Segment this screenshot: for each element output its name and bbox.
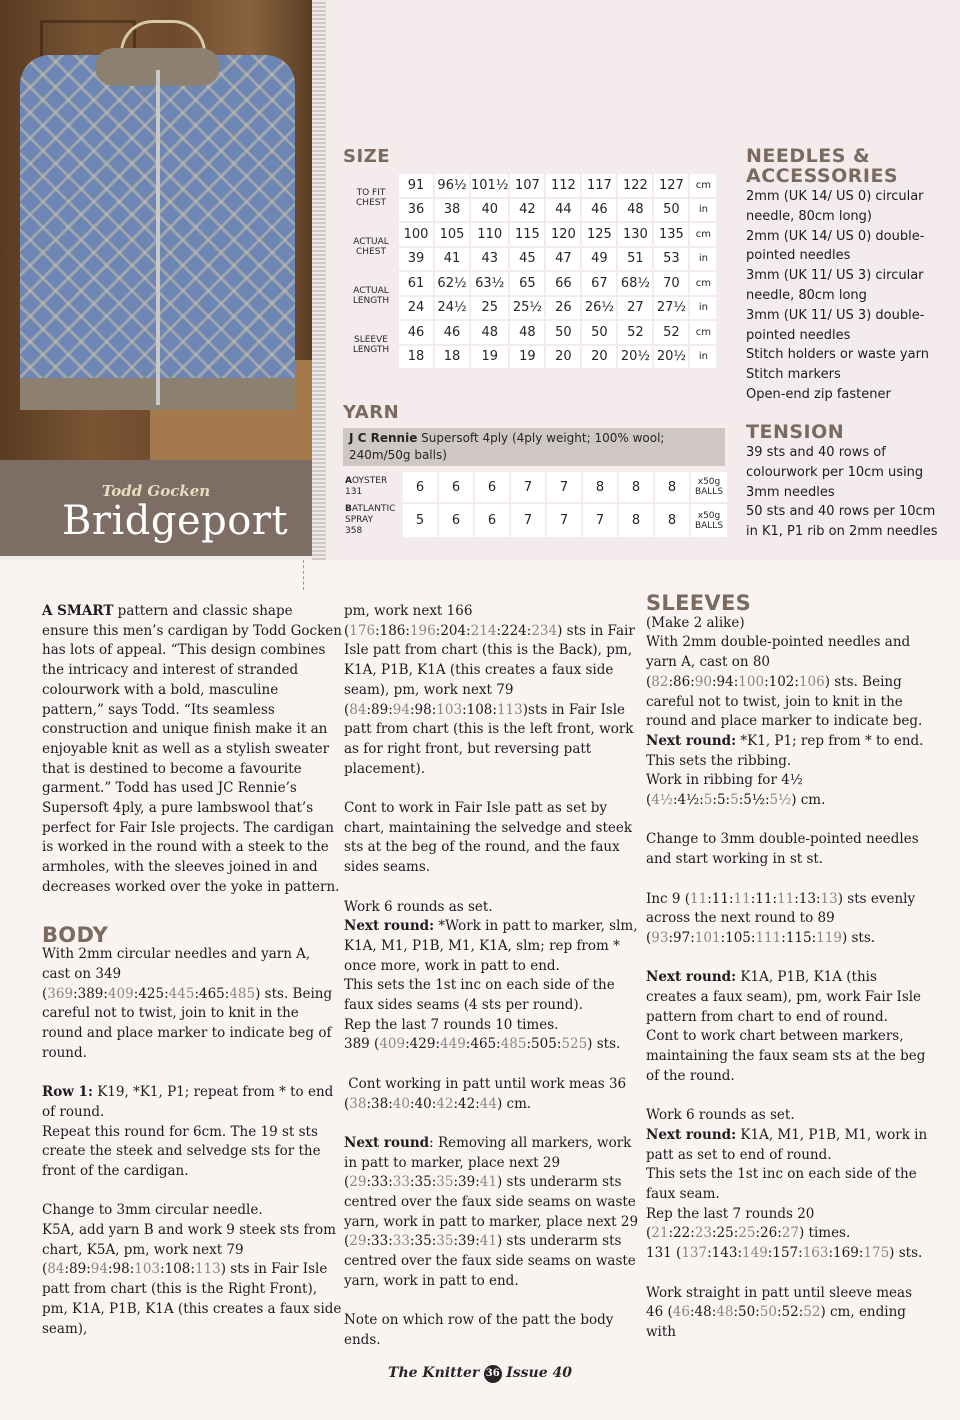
needles-line: Open-end zip fastener [746, 386, 891, 402]
size-row [345, 346, 716, 369]
row1-instruction: Row 1: K19, *K1, P1; repeat from * to end of round. [42, 1084, 334, 1120]
size-cell: 24 [399, 297, 433, 320]
tension-line: in K1, P1 rib on 2mm needles [746, 524, 938, 540]
size-unit: cm [690, 272, 716, 295]
tension-line: colourwork per 10cm using [746, 464, 924, 480]
size-cell: 125 [582, 223, 616, 246]
sleeve-cast-on: With 2mm double-pointed needles and yarn A, cast on 80 (82:86:90:94:100:102:106) sts. Being careful not to twist, join to knit in the round and place marker to indicate beg. [646, 634, 923, 730]
size-cell: 115 [510, 223, 544, 246]
size-cell: 46 [435, 321, 469, 344]
size-cell: 122 [618, 174, 652, 197]
size-cell: 36 [399, 199, 433, 222]
size-cell: 135 [654, 223, 688, 246]
sts-total: 389 (409:429:449:465:485:505:525) sts. [344, 1036, 621, 1053]
yarn-row [345, 472, 727, 502]
magazine-name: The Knitter [388, 1365, 480, 1381]
sleeve-inc: Inc 9 (11:11:11:11:11:13:13) sts evenly across the next round to 89 (93:97:101:105:111:115:119) sts. [646, 890, 916, 946]
size-cell: 48 [471, 321, 508, 344]
yarn-cell: 7 [583, 504, 617, 537]
needles-line: 3mm (UK 11/ US 3) circular [746, 268, 924, 284]
size-cell: 48 [510, 321, 544, 344]
size-unit: cm [690, 223, 716, 246]
yarn-cell: 7 [511, 472, 545, 502]
size-cell: 19 [471, 346, 508, 369]
size-cell: 46 [582, 199, 616, 222]
divider [303, 560, 305, 590]
size-cell: 26½ [582, 297, 616, 320]
tension-line: 50 sts and 40 rows per 10cm [746, 504, 936, 520]
yarn-unit: x50g BALLS [691, 504, 727, 537]
yarn-cell: 8 [655, 472, 689, 502]
size-cell: 20 [546, 346, 580, 369]
yarn-cell: 7 [511, 504, 545, 537]
size-cell: 39 [399, 248, 433, 271]
yarn-cell: 8 [655, 504, 689, 537]
yarn-description: J C Rennie Supersoft 4ply (4ply weight; 100% wool; 240m/50g balls) [343, 428, 725, 466]
size-cell: 18 [399, 346, 433, 369]
size-row [345, 223, 716, 246]
size-cell: 117 [582, 174, 616, 197]
size-cell: 44 [546, 199, 580, 222]
size-row [345, 199, 716, 222]
size-unit: in [690, 199, 716, 222]
yarn-table [343, 470, 729, 539]
size-cell: 62½ [435, 272, 469, 295]
size-cell: 96½ [435, 174, 469, 197]
size-cell: 27 [618, 297, 652, 320]
needles-line: pointed needles [746, 327, 851, 343]
yarn-cell: 8 [619, 472, 653, 502]
yarn-label: BATLANTIC SPRAY 358 [345, 504, 396, 536]
needles-line: Stitch holders or waste yarn [746, 347, 929, 363]
size-cell: 41 [435, 248, 469, 271]
size-unit: in [690, 346, 716, 369]
size-cell: 19 [510, 346, 544, 369]
sleeves-heading: SLEEVES [646, 591, 752, 615]
back-instruction: pm, work next 166 (176:186:196:204:214:224:234) sts in Fair Isle patt from chart (this is the Back), pm, K1A, P1B, K1A (this creates a faux side seam), pm, work next 79 (84:89:94:98:103:108:113)sts in Fair Isle patt from chart (this is the left front, work as for right front, but reversing patt placement). [344, 603, 635, 777]
yarn-cell: 6 [475, 472, 509, 502]
size-cell: 25½ [510, 297, 544, 320]
page-spine [312, 0, 326, 560]
needles-line: 3mm (UK 11/ US 3) double- [746, 307, 925, 323]
size-cell: 38 [435, 199, 469, 222]
size-cell: 63½ [471, 272, 508, 295]
size-cell: 67 [582, 272, 616, 295]
size-cell: 100 [399, 223, 433, 246]
size-unit: in [690, 248, 716, 271]
size-unit: in [690, 297, 716, 320]
size-cell: 47 [546, 248, 580, 271]
size-cell: 112 [546, 174, 580, 197]
size-cell: 50 [546, 321, 580, 344]
body-note: Note on which row of the patt the body ends. [344, 1312, 614, 1348]
size-cell: 120 [546, 223, 580, 246]
tension-line: 39 sts and 40 rows of [746, 445, 886, 460]
size-cell: 18 [435, 346, 469, 369]
yarn-cell: 7 [547, 472, 581, 502]
size-row [345, 321, 716, 344]
tension-line: 3mm needles [746, 484, 835, 500]
size-unit: cm [690, 174, 716, 197]
yarn-unit: x50g BALLS [691, 472, 727, 502]
cont-paragraph: Cont to work in Fair Isle patt as set by chart, maintaining the selvedge and steek sts at the beg of the round, and the faux sides seams. [344, 800, 633, 876]
change-needle: Change to 3mm circular needle. [42, 1202, 263, 1219]
needles-line: pointed needles [746, 248, 851, 264]
sleeve-inc-round: Next round: K1A, M1, P1B, M1, work in patt as set to end of round. [646, 1126, 928, 1163]
size-cell: 40 [471, 199, 508, 222]
yarn-cell: 5 [403, 504, 437, 537]
body-heading: BODY [42, 922, 109, 947]
size-cell: 50 [654, 199, 688, 222]
sets-inc: This sets the 1st inc on each side of the faux sides seams (4 sts per round). [344, 977, 615, 1014]
size-cell: 61 [399, 272, 433, 295]
yarn-cell: 7 [547, 504, 581, 537]
size-cell: 52 [654, 321, 688, 344]
yarn-cell: 8 [619, 504, 653, 537]
sleeve-next-round: Next round: *K1, P1; rep from * to end. [646, 732, 924, 749]
size-cell: 127 [654, 174, 688, 197]
yarn-cell: 6 [403, 472, 437, 502]
size-cell: 46 [399, 321, 433, 344]
yarn-cell: 6 [475, 504, 509, 537]
size-cell: 70 [654, 272, 688, 295]
rep-rounds: Rep the last 7 rounds 10 times. [344, 1016, 559, 1033]
size-cell: 68½ [618, 272, 652, 295]
size-cell: 27½ [654, 297, 688, 320]
sleeve-straight: Work straight in patt until sleeve meas 46 (46:48:48:50:50:52:52) cm, ending with [646, 1284, 913, 1340]
size-cell: 101½ [471, 174, 508, 197]
issue-number: Issue 40 [506, 1365, 572, 1381]
cardigan-photo [0, 0, 312, 460]
sleeve-change: Change to 3mm double-pointed needles and start working in st st. [646, 831, 919, 868]
size-table [343, 172, 718, 370]
needles-line: needle, 80cm long [746, 287, 867, 303]
tension-heading: TENSION [746, 421, 845, 443]
size-cell: 24½ [435, 297, 469, 320]
column-1 [42, 602, 342, 1339]
next-round-inc: Next round: *Work in patt to marker, slm, K1A, M1, P1B, M1, K1A, slm; rep from * once more, work in patt to end. [344, 918, 638, 974]
sleeve-sts: 131 (137:143:149:157:163:169:175) sts. [646, 1245, 923, 1262]
column-3 [646, 591, 931, 1343]
size-cell: 107 [510, 174, 544, 197]
sleeve-rep: Rep the last 7 rounds 20 (21:22:23:25:25:26:27) times. [646, 1205, 851, 1242]
needles-line: Stitch markers [746, 367, 841, 383]
size-row [345, 248, 716, 271]
sleeve-sets2: This sets the 1st inc on each side of the faux seam. [646, 1166, 917, 1203]
intro-paragraph: A SMART pattern and classic shape ensure this men’s cardigan by Todd Gocken has lots of appeal. “This design combines the intricacy and interest of stranded colourwork with a bold, masculine pattern,” says Todd. “Its seamless construction and unique finish make it an enjoyable knit as well as a stylish sweater that is destined to become a favourite garment.” Todd has used JC Rennie’s Supersoft 4ply, a pure lambswool that’s perfect for Fair Isle projects. The cardigan is worked in the round with a steek to the armholes, with the sleeves joined in and decreases worked over the yoke in pattern. [42, 603, 342, 895]
yarn-row [345, 504, 727, 537]
author-name: Todd Gocken [101, 482, 211, 500]
size-cell: 20 [582, 346, 616, 369]
size-label: ACTUAL CHEST [353, 236, 389, 257]
size-label: TO FIT CHEST [356, 187, 386, 208]
size-cell: 20½ [618, 346, 652, 369]
size-row [345, 174, 716, 197]
yarn-cell: 6 [439, 504, 473, 537]
size-cell: 20½ [654, 346, 688, 369]
size-cell: 43 [471, 248, 508, 271]
yarn-label: AOYSTER 131 [345, 476, 388, 497]
size-cell: 105 [435, 223, 469, 246]
make-alike: (Make 2 alike) [646, 614, 745, 631]
sleeve-faux-seam: Next round: K1A, P1B, K1A (this creates a faux seam), pm, work Fair Isle pattern from chart to end of round. [646, 969, 922, 1025]
size-heading: SIZE [343, 146, 391, 167]
needles-line: 2mm (UK 14/ US 0) double- [746, 228, 925, 244]
pattern-title: Bridgeport [61, 498, 289, 544]
size-cell: 50 [582, 321, 616, 344]
size-cell: 130 [618, 223, 652, 246]
size-cell: 65 [510, 272, 544, 295]
underarm-instruction: Next round: Removing all markers, work in patt to marker, place next 29 (29:33:33:35:35:39:41) sts underarm sts centred over the faux side seams on waste yarn, work in patt to marker, place next 29 (29:33:33:35:35:39:41) sts underarm sts centred over the faux side seams on waste yarn, work in patt to end. [344, 1134, 639, 1289]
row1-note: Repeat this round for 6cm. The 19 st sts create the steek and selvedge sts for the front of the cardigan. [42, 1123, 321, 1179]
needles-line: 2mm (UK 14/ US 0) circular [746, 189, 924, 204]
cont-working: Cont working in patt until work meas 36 (38:38:40:40:42:42:44) cm. [344, 1075, 627, 1112]
size-cell: 42 [510, 199, 544, 222]
page-footer [0, 1365, 960, 1383]
size-cell: 48 [618, 199, 652, 222]
size-row [345, 297, 716, 320]
size-cell: 25 [471, 297, 508, 320]
needles-list [746, 187, 929, 405]
work-6-rounds: Work 6 rounds as set. [344, 898, 493, 915]
sleeve-cont: Cont to work chart between markers, maintaining the faux seam sts at the beg of the round. [646, 1028, 926, 1084]
size-label: ACTUAL LENGTH [352, 285, 390, 306]
size-cell: 45 [510, 248, 544, 271]
size-cell: 91 [399, 174, 433, 197]
sets-ribbing: This sets the ribbing. [646, 752, 792, 769]
size-cell: 51 [618, 248, 652, 271]
size-label: SLEEVE LENGTH [352, 334, 390, 355]
needles-heading: NEEDLES & ACCESSORIES [746, 145, 899, 187]
size-cell: 52 [618, 321, 652, 344]
sleeve-work6: Work 6 rounds as set. [646, 1107, 795, 1124]
yarn-cell: 6 [439, 472, 473, 502]
column-2 [344, 602, 644, 1351]
body-cast-on: With 2mm circular needles and yarn A, cast on 349 (369:389:409:425:445:465:485) sts. Being careful not to twist, join to knit in the round and place marker to indicate beg of round. [42, 946, 333, 1061]
yarn-cell: 8 [583, 472, 617, 502]
size-cell: 26 [546, 297, 580, 320]
needles-line: needle, 80cm long) [746, 208, 872, 224]
size-cell: 66 [546, 272, 580, 295]
size-cell: 49 [582, 248, 616, 271]
tension-list [746, 443, 938, 542]
k5a-instruction: K5A, add yarn B and work 9 steek sts from chart, K5A, pm, work next 79 (84:89:94:98:103:108:113) sts in Fair Isle patt from chart (this is the Right Front), pm, K1A, P1B, K1A (this creates a faux side seam), [42, 1222, 342, 1337]
page-number: 36 [484, 1365, 502, 1383]
ribbing-length: Work in ribbing for 4½ (4½:4½:5:5:5:5½:5½) cm. [646, 772, 826, 809]
size-cell: 53 [654, 248, 688, 271]
size-cell: 110 [471, 223, 508, 246]
size-unit: cm [690, 321, 716, 344]
size-row [345, 272, 716, 295]
yarn-heading: YARN [343, 402, 400, 423]
